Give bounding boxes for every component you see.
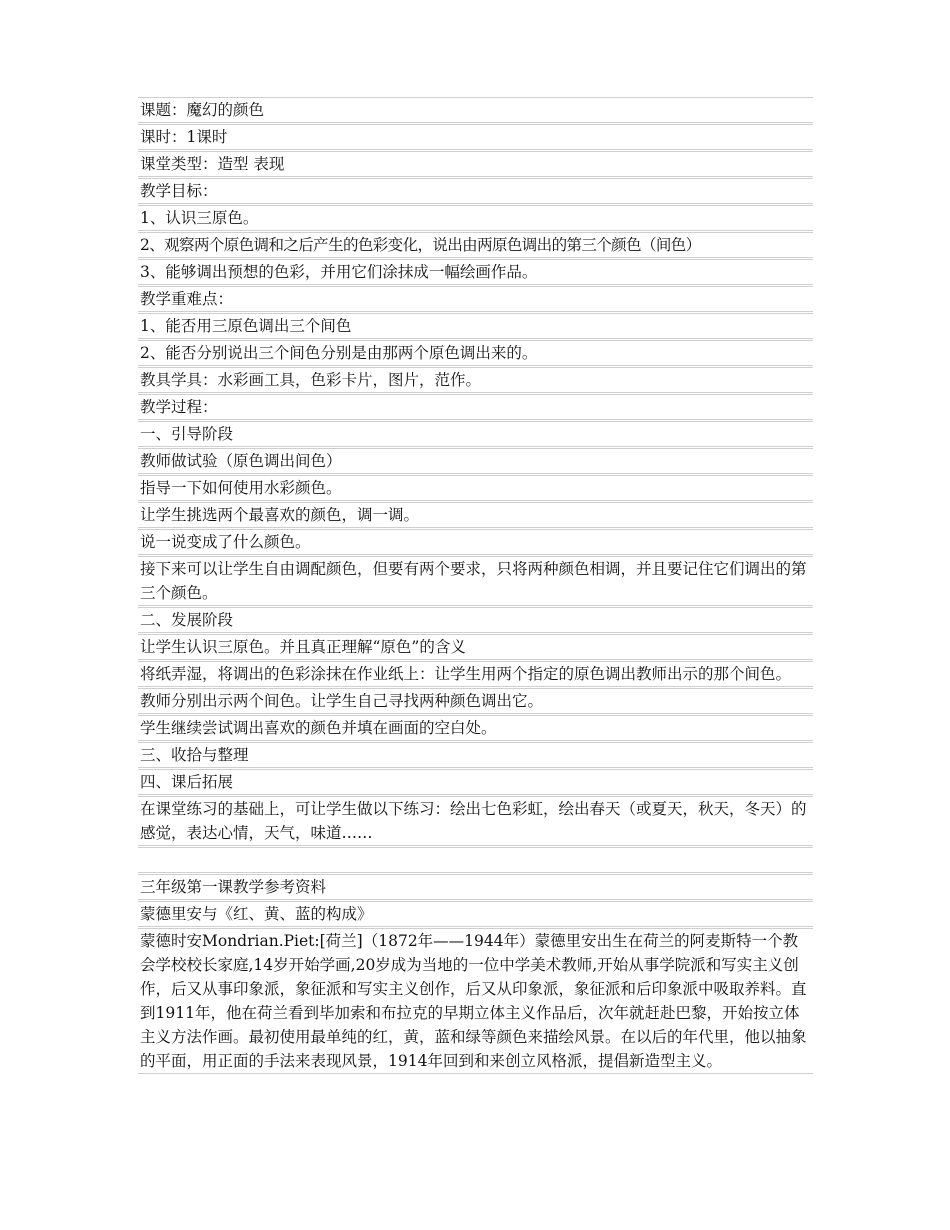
doc-line: [138, 529, 813, 555]
doc-line: [138, 796, 813, 846]
line-text: 学生继续尝试调出喜欢的颜色并填在画面的空白处。: [140, 719, 497, 737]
doc-line: [138, 475, 813, 501]
lesson-plan-document: [138, 97, 813, 1075]
doc-line: [138, 634, 813, 660]
line-text: 让学生认识三原色。并且真正理解“原色”的含义: [140, 638, 466, 656]
doc-line: [138, 259, 813, 285]
doc-line: [138, 607, 813, 633]
doc-line: [138, 205, 813, 231]
doc-line: [138, 178, 813, 204]
line-text: 教学目标：: [140, 182, 218, 200]
doc-line: [138, 286, 813, 312]
line-text: 1、认识三原色。: [140, 209, 259, 227]
line-text: 教学过程：: [140, 398, 218, 416]
line-text: 教具学具：水彩画工具，色彩卡片，图片，范作。: [140, 371, 482, 389]
line-text: 2、能否分别说出三个间色分别是由那两个原色调出来的。: [140, 344, 538, 362]
doc-paragraph: [138, 928, 813, 1074]
doc-line: [138, 151, 813, 177]
doc-line: [138, 124, 813, 150]
doc-line: [138, 742, 813, 768]
line-text: 课题：魔幻的颜色: [140, 101, 265, 119]
line-text: 蒙德时安Mondrian.Piet:[荷兰]（1872年——1944年）蒙德里安出生在荷兰的阿麦斯特一个教会学校校长家庭,14岁开始学画,20岁成为当地的一位中学美术教师,开始从事学院派和写实主义创作，后又从事印象派，象征派和写实主义创作，后又从印象派，象征派和后印象派中吸取养料。直到1911年，他在荷兰看到毕加索和布拉克的早期立体主义作品后，次年就赶赴巴黎，开始按立体主义方法作画。最初使用最单纯的红，黄，蓝和绿等颜色来描绘风景。在以后的年代里，他以抽象的平面，用正面的手法来表现风景，1914年回到和来创立风格派，提倡新造型主义。: [140, 932, 807, 1070]
doc-line: [138, 769, 813, 795]
line-text: 教师做试验（原色调出间色）: [140, 452, 342, 470]
line-text: 蒙德里安与《红、黄、蓝的构成》: [140, 905, 373, 923]
line-text: 课堂类型：造型 表现: [140, 155, 285, 173]
doc-line: [138, 97, 813, 123]
doc-line: [138, 367, 813, 393]
line-text: 说一说变成了什么颜色。: [140, 533, 311, 551]
line-text: 三年级第一课教学参考资料: [140, 878, 327, 896]
doc-line: [138, 688, 813, 714]
doc-line: [138, 874, 813, 900]
doc-line: [138, 556, 813, 606]
doc-line: [138, 232, 813, 258]
doc-line: [138, 661, 813, 687]
line-text: 指导一下如何使用水彩颜色。: [140, 479, 342, 497]
line-text: 三、收拾与整理: [140, 746, 249, 764]
doc-line: [138, 502, 813, 528]
line-text: 教师分别出示两个间色。让学生自己寻找两种颜色调出它。: [140, 692, 544, 710]
line-text: 教学重难点：: [140, 290, 234, 308]
line-text: 2、观察两个原色调和之后产生的色彩变化，说出由两原色调出的第三个颜色（间色）: [140, 236, 701, 254]
doc-line: [138, 340, 813, 366]
line-text: 在课堂练习的基础上，可让学生做以下练习：绘出七色彩虹，绘出春天（或夏天，秋天，冬天）的感觉，表达心情，天气，味道……: [140, 800, 807, 842]
line-text: 接下来可以让学生自由调配颜色，但要有两个要求，只将两种颜色相调，并且要记住它们调出的第三个颜色。: [140, 560, 807, 602]
doc-line: [138, 313, 813, 339]
doc-line: [138, 901, 813, 927]
blank-line: [138, 847, 813, 873]
line-text: 四、课后拓展: [140, 773, 234, 791]
line-text: 将纸弄湿，将调出的色彩涂抹在作业纸上：让学生用两个指定的原色调出教师出示的那个间色。: [140, 665, 792, 683]
doc-line: [138, 715, 813, 741]
line-text: 课时：1课时: [140, 128, 228, 146]
doc-line: [138, 421, 813, 447]
doc-line: [138, 394, 813, 420]
line-text: 让学生挑选两个最喜欢的颜色，调一调。: [140, 506, 420, 524]
line-text: 二、发展阶段: [140, 611, 234, 629]
line-text: 3、能够调出预想的色彩，并用它们涂抹成一幅绘画作品。: [140, 263, 538, 281]
line-text: 1、能否用三原色调出三个间色: [140, 317, 352, 335]
line-text: 一、引导阶段: [140, 425, 234, 443]
doc-line: [138, 448, 813, 474]
